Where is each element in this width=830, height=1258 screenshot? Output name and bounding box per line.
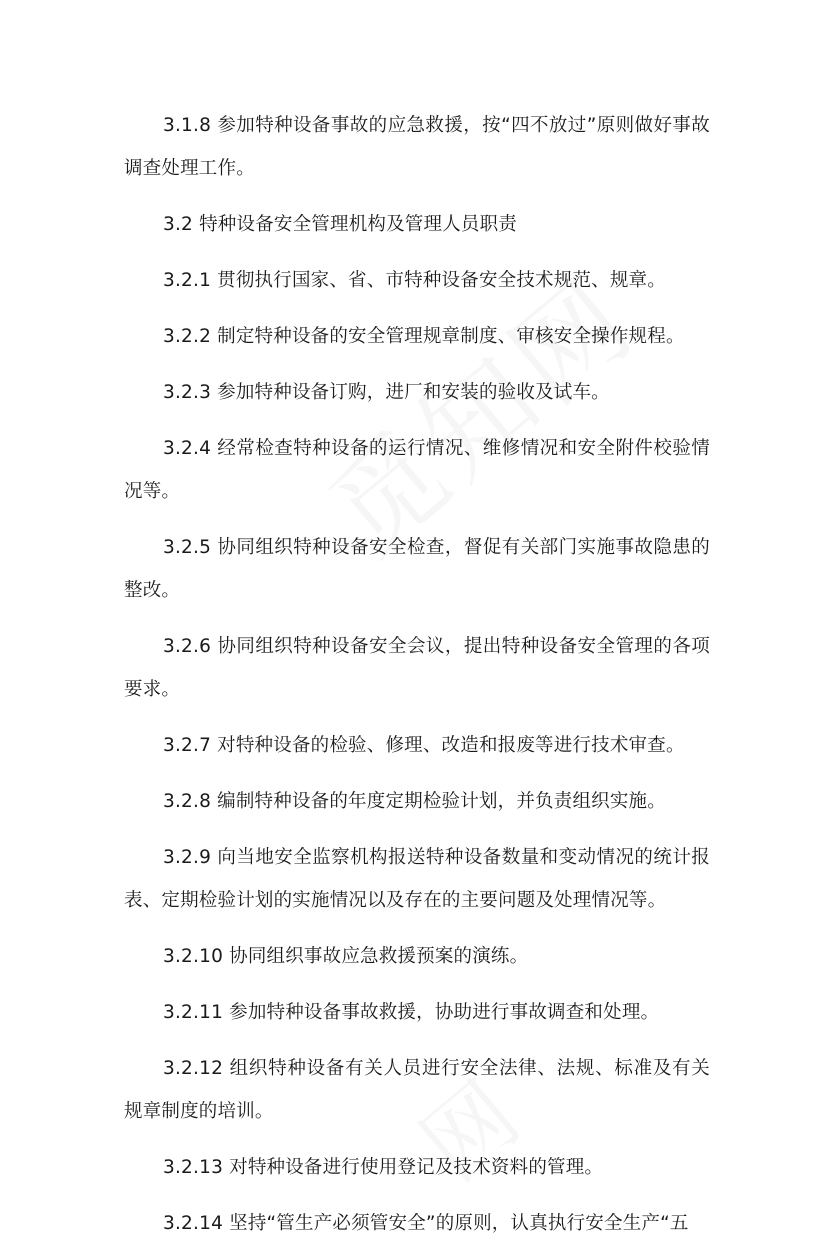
- paragraph-3-2-4: 3.2.4 经常检查特种设备的运行情况、维修情况和安全附件校验情况等。: [124, 438, 710, 502]
- paragraph-3-2-12: 3.2.12 组织特种设备有关人员进行安全法律、法规、标准及有关规章制度的培训。: [124, 1058, 710, 1122]
- paragraph-3-2-11: 3.2.11 参加特种设备事故救援，协助进行事故调查和处理。: [163, 1002, 660, 1023]
- paragraph-3-2-5: 3.2.5 协同组织特种设备安全检查，督促有关部门实施事故隐患的整改。: [124, 537, 710, 601]
- paragraph-3-2-9: 3.2.9 向当地安全监察机构报送特种设备数量和变动情况的统计报表、定期检验计划的实施情况以及存在的主要问题及处理情况等。: [124, 847, 710, 911]
- document-body: [124, 104, 710, 1258]
- paragraph-3-2-8: 3.2.8 编制特种设备的年度定期检验计划，并负责组织实施。: [163, 791, 666, 812]
- paragraph-3-2-13: 3.2.13 对特种设备进行使用登记及技术资料的管理。: [163, 1157, 604, 1178]
- paragraph-3-2-14: 3.2.14 坚持“管生产必须管安全”的原则，认真执行安全生产“五: [163, 1213, 689, 1234]
- paragraph-3-2-7: 3.2.7 对特种设备的检验、修理、改造和报废等进行技术审查。: [163, 735, 685, 756]
- paragraph-3-2-6: 3.2.6 协同组织特种设备安全会议，提出特种设备安全管理的各项要求。: [124, 636, 710, 700]
- paragraph-3-1-8: 3.1.8 参加特种设备事故的应急救援，按“四不放过”原则做好事故调查处理工作。: [124, 115, 710, 179]
- section-heading-3-2: 3.2 特种设备安全管理机构及管理人员职责: [163, 214, 518, 235]
- paragraph-3-2-2: 3.2.2 制定特种设备的安全管理规章制度、审核安全操作规程。: [163, 326, 685, 347]
- paragraph-3-2-3: 3.2.3 参加特种设备订购，进厂和安装的验收及试车。: [163, 382, 610, 403]
- paragraph-3-2-1: 3.2.1 贯彻执行国家、省、市特种设备安全技术规范、规章。: [163, 270, 666, 291]
- paragraph-3-2-10: 3.2.10 协同组织事故应急救援预案的演练。: [163, 946, 529, 967]
